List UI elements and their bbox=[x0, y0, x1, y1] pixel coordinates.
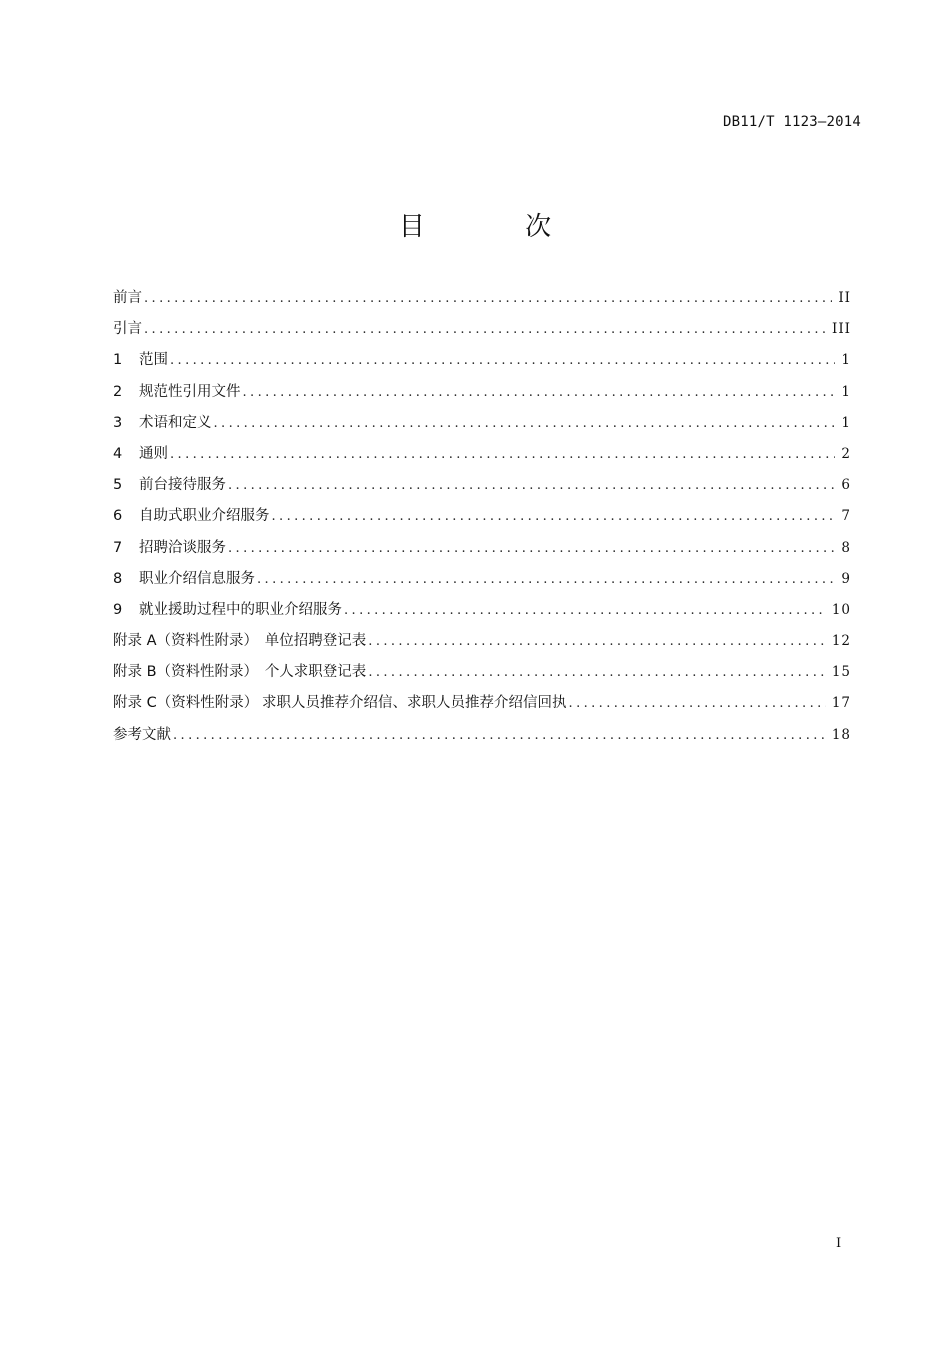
toc-entry-sublabel: 求职人员推荐介绍信、求职人员推荐介绍信回执 bbox=[262, 695, 567, 712]
page-number: I bbox=[836, 1236, 842, 1251]
toc-leader-dots bbox=[228, 537, 835, 561]
toc-leader-dots bbox=[368, 630, 826, 654]
toc-entry-introduction[interactable] bbox=[113, 317, 851, 348]
toc-leader-dots bbox=[144, 287, 832, 311]
toc-entry-page: 15 bbox=[831, 664, 851, 681]
toc-leader-dots bbox=[170, 349, 835, 373]
toc-entry-sublabel: 个人求职登记表 bbox=[264, 664, 367, 681]
toc-leader-dots bbox=[243, 381, 836, 405]
toc-leader-dots bbox=[569, 692, 826, 716]
toc-entry-label: 通则 bbox=[139, 445, 168, 462]
table-of-contents bbox=[113, 286, 851, 754]
document-code: DB11/T 1123—2014 bbox=[722, 114, 861, 130]
toc-entry-number: 8 bbox=[113, 570, 123, 587]
toc-entry-number: 4 bbox=[113, 445, 123, 462]
toc-entry-appendix-b[interactable] bbox=[113, 660, 851, 691]
toc-entry-5[interactable] bbox=[113, 473, 851, 504]
toc-entry-page: 7 bbox=[841, 508, 851, 525]
toc-entry-number: 7 bbox=[113, 539, 123, 556]
toc-entry-page: 17 bbox=[831, 695, 851, 712]
toc-leader-dots bbox=[257, 568, 835, 592]
toc-entry-page: 18 bbox=[831, 726, 851, 743]
toc-entry-appendix-c[interactable] bbox=[113, 691, 851, 722]
toc-entry-page: 1 bbox=[841, 383, 851, 400]
toc-entry-3[interactable] bbox=[113, 411, 851, 442]
toc-entry-9[interactable] bbox=[113, 598, 851, 629]
toc-entry-number: 2 bbox=[113, 383, 123, 400]
toc-entry-page: III bbox=[832, 321, 851, 338]
toc-entry-label: 参考文献 bbox=[113, 726, 171, 743]
toc-entry-number: 5 bbox=[113, 477, 123, 494]
toc-entry-appendix-a[interactable] bbox=[113, 629, 851, 660]
toc-leader-dots bbox=[214, 412, 836, 436]
toc-leader-dots bbox=[344, 599, 826, 623]
toc-leader-dots bbox=[173, 724, 826, 748]
toc-entry-8[interactable] bbox=[113, 567, 851, 598]
toc-entry-foreword[interactable] bbox=[113, 286, 851, 317]
toc-entry-label: 前台接待服务 bbox=[139, 477, 226, 494]
toc-entry-label: 附录 A（资料性附录） bbox=[113, 633, 259, 650]
toc-entry-page: 9 bbox=[841, 570, 851, 587]
toc-leader-dots bbox=[228, 474, 835, 498]
toc-entry-page: 10 bbox=[831, 601, 851, 618]
toc-entry-4[interactable] bbox=[113, 442, 851, 473]
toc-entry-page: 6 bbox=[841, 477, 851, 494]
toc-entry-label: 就业援助过程中的职业介绍服务 bbox=[139, 601, 342, 618]
toc-entry-page: II bbox=[838, 290, 851, 306]
toc-entry-page: 12 bbox=[831, 633, 851, 650]
toc-entry-page: 1 bbox=[841, 352, 851, 369]
toc-entry-number: 1 bbox=[113, 352, 123, 369]
toc-title: 目 次 bbox=[398, 212, 598, 242]
toc-entry-label: 招聘洽谈服务 bbox=[139, 539, 226, 556]
toc-entry-label: 术语和定义 bbox=[139, 414, 212, 431]
toc-entry-label: 自助式职业介绍服务 bbox=[139, 508, 270, 525]
toc-entry-number: 9 bbox=[113, 601, 123, 618]
toc-entry-number: 6 bbox=[113, 508, 123, 525]
toc-entry-sublabel: 单位招聘登记表 bbox=[264, 633, 367, 650]
toc-entry-label: 职业介绍信息服务 bbox=[139, 570, 255, 587]
toc-entry-page: 1 bbox=[841, 414, 851, 431]
toc-entry-label: 范围 bbox=[139, 352, 168, 369]
toc-entry-label: 附录 B（资料性附录） bbox=[113, 664, 259, 681]
toc-entry-page: 8 bbox=[841, 539, 851, 556]
toc-entry-number: 3 bbox=[113, 414, 123, 431]
toc-entry-label: 附录 C（资料性附录） bbox=[113, 695, 259, 712]
toc-entry-7[interactable] bbox=[113, 536, 851, 567]
toc-entry-label: 规范性引用文件 bbox=[139, 383, 241, 400]
toc-entry-page: 2 bbox=[841, 445, 851, 462]
toc-leader-dots bbox=[144, 318, 826, 342]
toc-leader-dots bbox=[272, 505, 836, 529]
toc-leader-dots bbox=[170, 443, 835, 467]
toc-leader-dots bbox=[368, 661, 826, 685]
toc-entry-label: 前言 bbox=[113, 290, 142, 306]
toc-entry-label: 引言 bbox=[113, 321, 142, 338]
toc-entry-6[interactable] bbox=[113, 504, 851, 535]
toc-entry-2[interactable] bbox=[113, 380, 851, 411]
toc-entry-1[interactable] bbox=[113, 348, 851, 379]
toc-entry-bibliography[interactable] bbox=[113, 723, 851, 754]
